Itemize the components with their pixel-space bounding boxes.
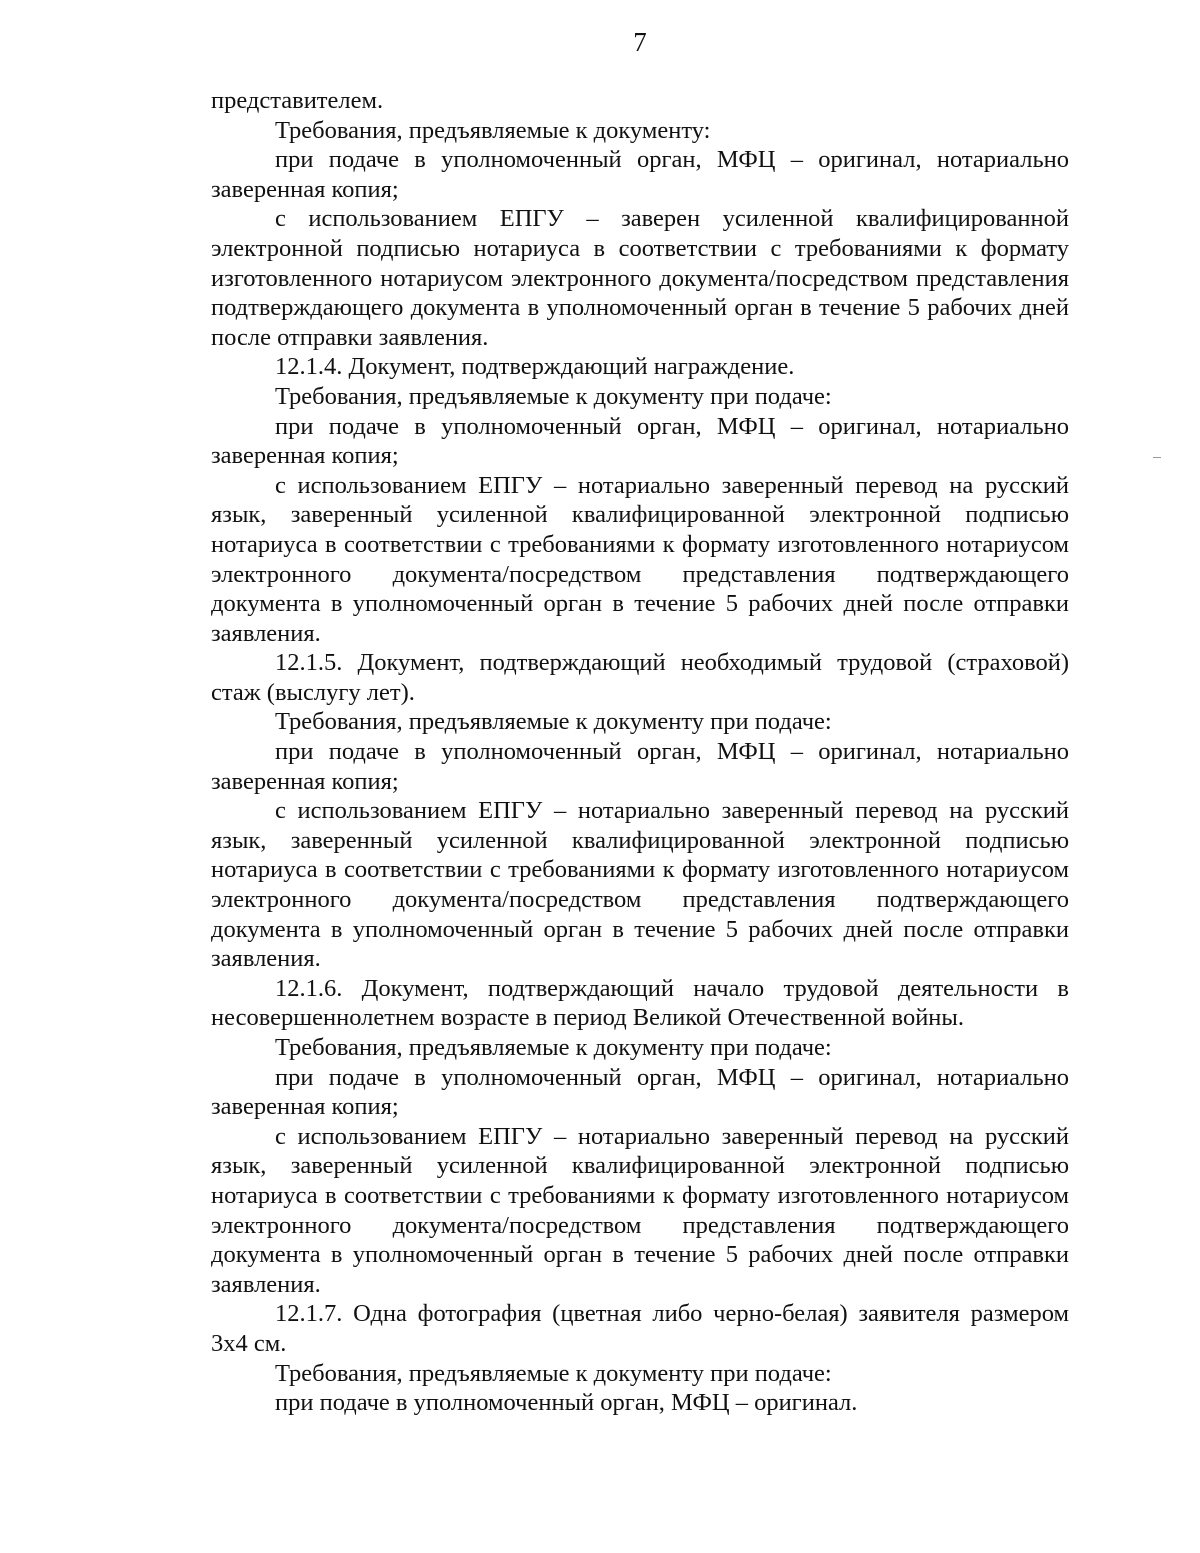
paragraph: при подаче в уполномоченный орган, МФЦ – оригинал, нотариально заверенная копия; <box>211 1063 1069 1121</box>
paragraph: с использованием ЕПГУ – нотариально заверенный перевод на русский язык, заверенный усиленной квалифицированной электронной подписью нотариуса в соответствии с требованиями к формату изготовленного нотариусом электронного документа/посредством представления подтверждающего документа в уполномоченный орган в течение 5 рабочих дней после отправки заявления. <box>211 471 1069 647</box>
section-heading-12-1-4: 12.1.4. Документ, подтверждающий награждение. <box>275 353 795 381</box>
document-body <box>211 86 1069 1418</box>
paragraph: с использованием ЕПГУ – заверен усиленной квалифицированной электронной подписью нотариуса в соответствии с требованиями к формату изготовленного нотариусом электронного документа/посредством представления подтверждающего документа в уполномоченный орган в течение 5 рабочих дней после отправки заявления. <box>211 205 1069 351</box>
paragraph: Требования, предъявляемые к документу при подаче: <box>275 382 832 410</box>
section-heading-12-1-6: 12.1.6. Документ, подтверждающий начало трудовой деятельности в несовершеннолетнем возрасте в период Великой Отечественной войны. <box>211 974 1069 1032</box>
paragraph: представителем. <box>211 87 384 114</box>
paragraph: при подаче в уполномоченный орган, МФЦ – оригинал. <box>275 1389 858 1417</box>
section-heading-12-1-5: 12.1.5. Документ, подтверждающий необходимый трудовой (страховой) стаж (выслугу лет). <box>211 649 1069 706</box>
page-number: 7 <box>633 27 647 57</box>
paragraph: с использованием ЕПГУ – нотариально заверенный перевод на русский язык, заверенный усиленной квалифицированной электронной подписью нотариуса в соответствии с требованиями к формату изготовленного нотариусом электронного документа/посредством представления подтверждающего документа в уполномоченный орган в течение 5 рабочих дней после отправки заявления. <box>211 797 1069 973</box>
section-heading-12-1-7: 12.1.7. Одна фотография (цветная либо черно-белая) заявителя размером 3х4 см. <box>211 1300 1069 1357</box>
paragraph: при подаче в уполномоченный орган, МФЦ – оригинал, нотариально заверенная копия; <box>211 738 1069 795</box>
paragraph: Требования, предъявляемые к документу при подаче: <box>275 708 832 736</box>
paragraph: с использованием ЕПГУ – нотариально заверенный перевод на русский язык, заверенный усиленной квалифицированной электронной подписью нотариуса в соответствии с требованиями к формату изготовленного нотариусом электронного документа/посредством представления подтверждающего документа в уполномоченный орган в течение 5 рабочих дней после отправки заявления. <box>211 1122 1069 1298</box>
paragraph: при подаче в уполномоченный орган, МФЦ – оригинал, нотариально заверенная копия; <box>211 146 1069 203</box>
paragraph: Требования, предъявляемые к документу при подаче: <box>275 1359 832 1387</box>
paragraph: при подаче в уполномоченный орган, МФЦ – оригинал, нотариально заверенная копия; <box>211 412 1069 470</box>
scan-artifact <box>1153 457 1161 458</box>
paragraph: Требования, предъявляемые к документу: <box>275 116 711 144</box>
paragraph: Требования, предъявляемые к документу при подаче: <box>275 1034 832 1061</box>
